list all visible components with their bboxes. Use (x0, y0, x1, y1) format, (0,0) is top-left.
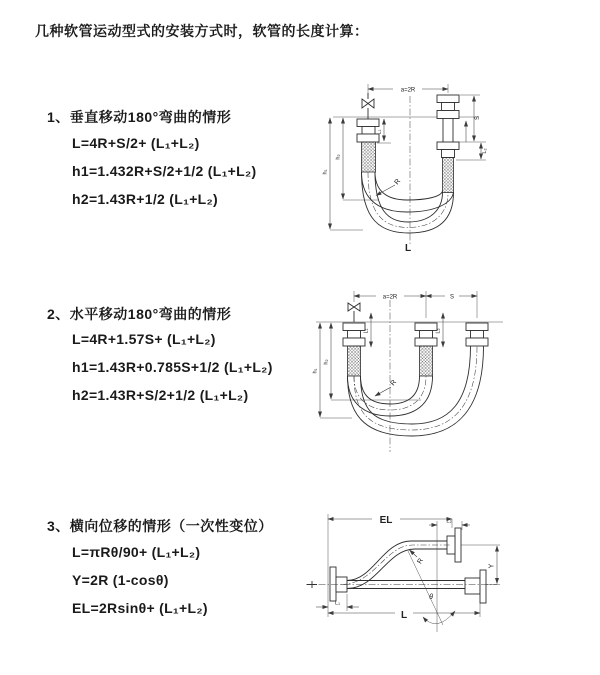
dim-l1 (316, 594, 359, 611)
angle-theta (423, 594, 455, 624)
dim-label-l1: L₁ (335, 600, 340, 607)
right-pipe-fitting (437, 95, 466, 193)
dim-label-l2: L₂ (446, 518, 452, 525)
section-3-formula-EL: EL=2Rsinθ+ (L₁+L₂) (72, 600, 208, 616)
diagram-lateral-displacement (300, 498, 600, 648)
section-3-formula-Y: Y=2R (1-cosθ) (72, 572, 169, 588)
middle-pipe-fitting (415, 323, 437, 376)
section-2-heading: 2、水平移动180°弯曲的情形 (47, 306, 232, 322)
angle-label: θ (429, 594, 433, 601)
left-pipe-fitting (357, 119, 379, 172)
diagram-horizontal-180-bend (310, 285, 600, 460)
lower-right-flange (465, 570, 486, 603)
dim-label-a2r: a=2R (400, 87, 416, 94)
section-1-formula-L: L=4R+S/2+ (L₁+L₂) (72, 135, 200, 151)
dim-label-l1: L₁ (376, 129, 383, 135)
length-label: L (404, 243, 412, 254)
dim-label-s: S (475, 115, 481, 121)
left-pipe-fitting (343, 323, 365, 376)
braided-hose-section (348, 346, 361, 376)
dim-label-l2: L₂ (435, 328, 442, 334)
radius-label: R (389, 378, 399, 388)
dim-label-y: Y (488, 563, 496, 569)
section-2-formula-h2: h2=1.43R+S/2+1/2 (L₁+L₂) (72, 387, 249, 403)
dim-h1 (313, 323, 353, 418)
section-3-formula-L: L=πRθ/90+ (L₁+L₂) (72, 544, 201, 560)
dim-label-s: S (449, 294, 455, 301)
left-flange (307, 567, 347, 601)
diagram-vertical-180-bend (310, 75, 600, 260)
section-2-formula-L: L=4R+1.57S+ (L₁+L₂) (72, 331, 216, 347)
dim-el (328, 515, 452, 528)
hose-u-bend-curves (348, 346, 484, 436)
hose-s-curve (341, 541, 451, 589)
radius-leader (376, 178, 402, 196)
dim-l2 (429, 519, 470, 633)
dim-label-h2: h₂ (323, 359, 330, 365)
section-1-heading: 1、垂直移动180°弯曲的情形 (47, 109, 232, 125)
dim-label-a2r: a=2R (382, 294, 398, 301)
braided-hose-section (420, 346, 433, 376)
dim-a-2r (354, 291, 477, 318)
dim-label-l2: L₂ (482, 148, 488, 154)
radius-label: R (393, 177, 403, 187)
section-1-formula-h2: h2=1.43R+1/2 (L₁+L₂) (72, 191, 219, 207)
dim-label-h2: h₂ (335, 154, 342, 160)
braided-hose-section (362, 142, 376, 172)
dim-label-el: EL (379, 515, 393, 526)
dim-label-h1: h₁ (322, 169, 329, 175)
valve-icon (348, 303, 360, 322)
braided-hose-section (443, 158, 454, 193)
radius-leader (408, 550, 443, 625)
dim-label-h1: h₁ (312, 368, 319, 374)
dim-a-2r (368, 84, 448, 96)
dim-label-l1: L₁ (363, 328, 370, 334)
dim-l2 (456, 143, 488, 160)
dim-s (426, 294, 477, 300)
section-1-formula-h1: h1=1.432R+S/2+1/2 (L₁+L₂) (72, 163, 257, 179)
page-title: 几种软管运动型式的安装方式时，软管的长度计算： (35, 23, 369, 39)
dim-l (328, 600, 480, 621)
dim-h2 (324, 323, 422, 400)
dim-s (456, 95, 486, 142)
section-2-formula-h1: h1=1.43R+0.785S+1/2 (L₁+L₂) (72, 359, 273, 375)
radius-leader (375, 379, 398, 396)
radius-label: R (416, 557, 425, 566)
shifted-pipe-fitting (466, 323, 488, 346)
hose-u-bend-curves (362, 172, 454, 233)
section-3-heading: 3、横向位移的情形（一次性变位） (47, 518, 273, 534)
dim-label-l: L (400, 610, 408, 621)
valve-icon (362, 93, 374, 119)
